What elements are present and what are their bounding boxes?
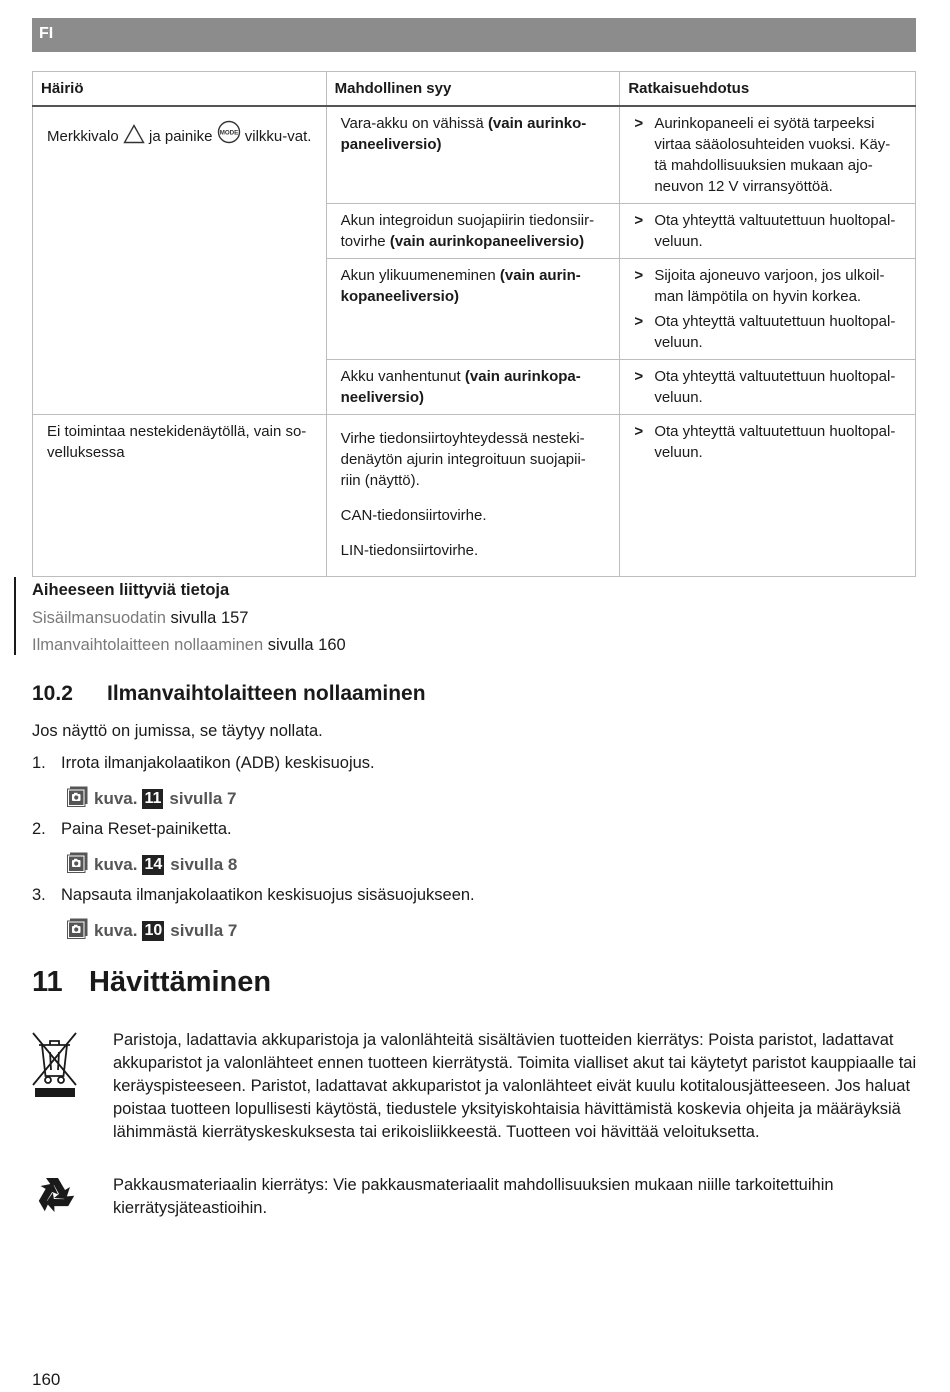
figure-page: sivulla 7 bbox=[169, 789, 237, 808]
step-text: Napsauta ilmanjakolaatikon keskisuojus sisäsuojukseen. bbox=[61, 886, 475, 904]
cause-bold: (vain aurinkopaneeliversio) bbox=[389, 233, 585, 250]
related-link-reset[interactable]: Ilmanvaihtolaitteen nollaaminen bbox=[32, 636, 264, 654]
solution-text: Ota yhteyttä valtuutettuun huoltopal-veluun. bbox=[654, 423, 896, 461]
cause-text: Akun ylikuumeneminen bbox=[340, 267, 500, 284]
related-link-cabin-filter[interactable]: Sisäilmansuodatin bbox=[32, 608, 166, 627]
battery-disposal-text: Paristoja, ladattavia akkuparistoja ja valonlähteitä sisältävien tuotteiden kierrätys: Poista paristot, ladattavat akkuparistot ja valonlähteet ennen tuotteen kierrätystä. Toimita vialliset akut tai käytetyt paristot kauppiaalle tai keräyspisteeseen. Paristot, ladattavat akkuparistot ja valonlähteet eivät kuulu kotitalousjätteeseen. Jos haluat poistaa tuotteen lopullisesti käytöstä, tiedustele yksityiskohtaisia hävittämistä koskevia ohjeita ja määräyksiä lähimmästä kierrätyskeskuksesta tai erikoisliikkeestä. Tuotteen voi hävittää veloituksetta. bbox=[113, 1031, 917, 1141]
page-number: 160 bbox=[32, 1370, 61, 1389]
section-number: 11 bbox=[32, 966, 63, 998]
solution-item bbox=[634, 366, 901, 408]
solution-item bbox=[634, 210, 901, 252]
table-header-row bbox=[33, 72, 916, 107]
figure-page: sivulla 7 bbox=[170, 921, 238, 940]
step-number: 2. bbox=[32, 820, 46, 838]
fault-text-2: ja painike bbox=[149, 128, 213, 145]
step-number: 1. bbox=[32, 754, 46, 772]
figure-page: sivulla 8 bbox=[170, 855, 238, 874]
solution-cell bbox=[620, 259, 916, 360]
language-bar bbox=[32, 18, 916, 52]
fault-cell: Ei toimintaa nestekidenäytöllä, vain so-velluksessa bbox=[33, 415, 327, 577]
table-row bbox=[33, 106, 916, 204]
header-solution: Ratkaisuehdotus bbox=[620, 72, 916, 107]
figure-label: kuva. bbox=[94, 855, 138, 874]
solution-item bbox=[634, 311, 901, 353]
cause-cell bbox=[326, 259, 620, 360]
solution-item bbox=[634, 265, 901, 307]
solution-cell bbox=[620, 106, 916, 204]
solution-item bbox=[634, 421, 901, 463]
cause-bold: (vain aurinkopa-neeliversio) bbox=[340, 368, 581, 406]
solution-item bbox=[634, 113, 901, 197]
solution-cell bbox=[620, 415, 916, 577]
section-11-heading bbox=[32, 966, 271, 999]
solution-cell bbox=[620, 360, 916, 415]
figure-number: 11 bbox=[144, 790, 162, 807]
recycle-icon bbox=[30, 1170, 80, 1223]
step-text: Irrota ilmanjakolaatikon (ADB) keskisuojus. bbox=[61, 754, 375, 772]
cause-cell bbox=[326, 204, 620, 259]
fault-text-1: Merkkivalo bbox=[47, 128, 119, 145]
fault-cell bbox=[33, 106, 327, 415]
related-item bbox=[32, 632, 346, 660]
step-text: Paina Reset-painiketta. bbox=[61, 820, 232, 838]
step-item bbox=[32, 754, 375, 773]
camera-icon bbox=[67, 786, 88, 812]
solution-text: Ota yhteyttä valtuutettuun huoltopal-veluun. bbox=[654, 313, 896, 351]
solution-cell bbox=[620, 204, 916, 259]
section-10-2-heading bbox=[32, 682, 426, 706]
step-item bbox=[32, 886, 475, 905]
figure-number: 14 bbox=[144, 856, 163, 873]
table-row bbox=[33, 415, 916, 577]
cause-text: LIN-tiedonsiirtovirhe. bbox=[340, 542, 479, 559]
camera-icon bbox=[67, 918, 88, 944]
arrow-icon: > bbox=[634, 212, 644, 229]
header-cause: Mahdollinen syy bbox=[326, 72, 620, 107]
arrow-icon: > bbox=[634, 115, 644, 132]
cause-text: CAN-tiedonsiirtovirhe. bbox=[340, 507, 487, 524]
arrow-icon: > bbox=[634, 267, 644, 284]
related-page: sivulla 157 bbox=[165, 608, 249, 627]
arrow-icon: > bbox=[634, 423, 644, 440]
cause-cell bbox=[326, 360, 620, 415]
language-code: FI bbox=[39, 25, 54, 42]
cause-text: Vara-akku on vähissä bbox=[340, 115, 488, 132]
figure-reference[interactable] bbox=[67, 852, 237, 878]
section-number: 10.2 bbox=[32, 682, 73, 705]
mode-button-icon bbox=[217, 120, 241, 150]
figure-reference[interactable] bbox=[67, 918, 237, 944]
related-item bbox=[32, 605, 346, 633]
fault-text-3: vilkku-vat. bbox=[244, 128, 312, 145]
cause-text: Akku vanhentunut bbox=[340, 368, 465, 385]
header-fault: Häiriö bbox=[33, 72, 327, 107]
solution-text: Ota yhteyttä valtuutettuun huoltopal-veluun. bbox=[654, 212, 896, 250]
crossed-bin-icon bbox=[30, 1030, 80, 1103]
figure-label: kuva. bbox=[94, 921, 138, 940]
section-title: Ilmanvaihtolaitteen nollaaminen bbox=[107, 682, 426, 705]
related-heading: Aiheeseen liittyviä tietoja bbox=[32, 581, 230, 599]
section-title: Hävittäminen bbox=[89, 966, 272, 998]
step-item bbox=[32, 820, 232, 839]
solution-text: Aurinkopaneeli ei syötä tarpeeksi virtaa sääolosuhteiden vuoksi. Käy-tä mahdollisuuksien mukaan ajo-neuvon 12 V virransyöttöä. bbox=[654, 115, 891, 195]
camera-icon bbox=[67, 852, 88, 878]
packaging-disposal-text: Pakkausmateriaalin kierrätys: Vie pakkausmateriaalit mahdollisuuksien mukaan niille tarkoitettuihin kierrätysjäteastioihin. bbox=[113, 1176, 834, 1217]
cause-cell bbox=[326, 106, 620, 204]
related-info bbox=[14, 577, 346, 655]
warning-triangle-icon bbox=[123, 124, 145, 150]
cause-cell bbox=[326, 415, 620, 577]
cause-text: Akun integroidun suojapiirin tiedonsiir-tovirhe bbox=[340, 212, 595, 250]
step-number: 3. bbox=[32, 886, 46, 904]
solution-text: Sijoita ajoneuvo varjoon, jos ulkoil-man lämpötila on hyvin korkea. bbox=[654, 267, 885, 305]
cause-bold: (vain aurin-kopaneeliversio) bbox=[340, 267, 581, 305]
related-page: sivulla 160 bbox=[263, 636, 346, 654]
figure-reference[interactable] bbox=[67, 786, 237, 812]
mode-icon-text: MODE bbox=[219, 129, 238, 137]
figure-label: kuva. bbox=[94, 789, 138, 808]
arrow-icon: > bbox=[634, 313, 644, 330]
arrow-icon: > bbox=[634, 368, 644, 385]
cause-bold: (vain aurinko-paneeliversio) bbox=[340, 115, 587, 153]
figure-number: 10 bbox=[144, 922, 163, 939]
intro-text: Jos näyttö on jumissa, se täytyy nollata. bbox=[32, 722, 323, 740]
solution-text: Ota yhteyttä valtuutettuun huoltopal-veluun. bbox=[654, 368, 896, 406]
cause-text: Virhe tiedonsiirtoyhteydessä nesteki-denäytön ajurin integroituun suojapii-riin (näyttö). bbox=[340, 430, 586, 489]
troubleshooting-table bbox=[32, 71, 916, 577]
